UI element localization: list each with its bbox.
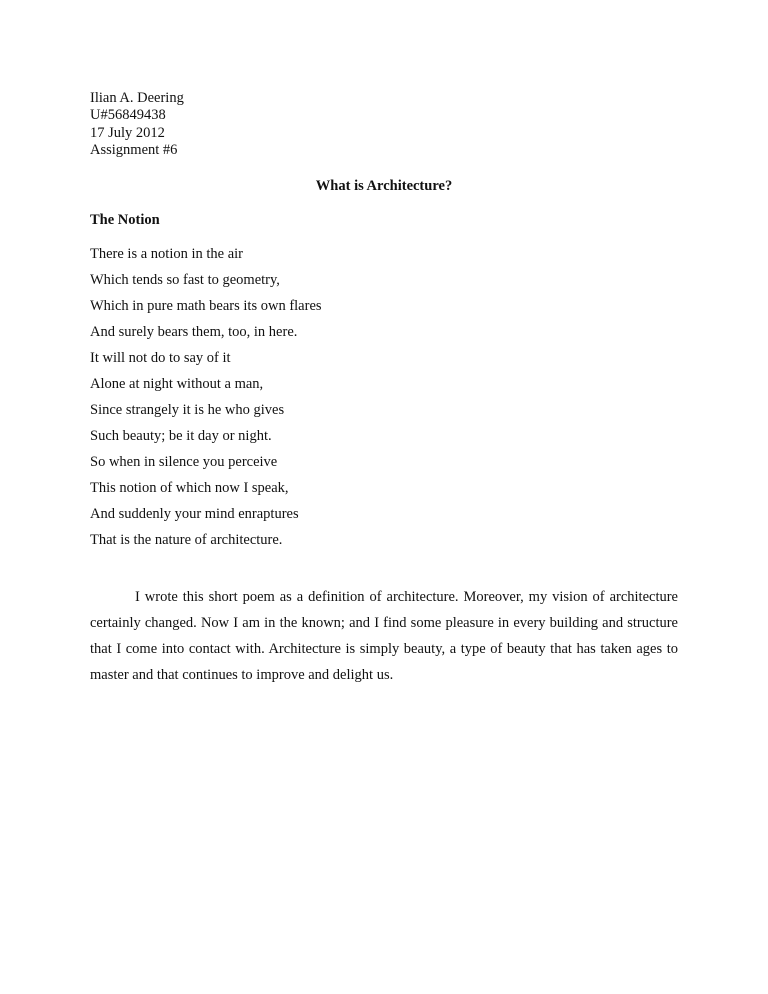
document-header (90, 90, 490, 160)
assignment-label: Assignment #6 (90, 142, 178, 159)
poem-line: And suddenly your mind enraptures (90, 506, 299, 522)
poem-line: And surely bears them, too, in here. (90, 324, 298, 340)
poem-line: So when in silence you perceive (90, 454, 278, 470)
poem-line: Which in pure math bears its own flares (90, 298, 322, 314)
poem-line: It will not do to say of it (90, 350, 231, 366)
poem-line: Which tends so fast to geometry, (90, 272, 280, 288)
document-date: 17 July 2012 (90, 124, 165, 141)
poem-line: There is a notion in the air (90, 246, 244, 262)
author-name: Ilian A. Deering (90, 90, 184, 106)
poem-line: This notion of which now I speak, (90, 480, 289, 496)
poem-line: Alone at night without a man, (90, 376, 264, 392)
poem (90, 245, 678, 557)
body-paragraph: I wrote this short poem as a definition of architecture. Moreover, my vision of architecture certainly changed. Now I am in the known; and I find some pleasure in every building and structure that I come into contact with. Architecture is simply beauty, a type of beauty that has taken ages to master and that continues to improve and delight us. (90, 589, 678, 683)
poem-line: Since strangely it is he who gives (90, 402, 285, 418)
student-id: U#56849438 (90, 107, 166, 124)
document-title: What is Architecture? (315, 178, 453, 194)
poem-line: Such beauty; be it day or night. (90, 428, 272, 444)
section-heading: The Notion (90, 212, 160, 228)
poem-line: That is the nature of architecture. (90, 532, 283, 548)
